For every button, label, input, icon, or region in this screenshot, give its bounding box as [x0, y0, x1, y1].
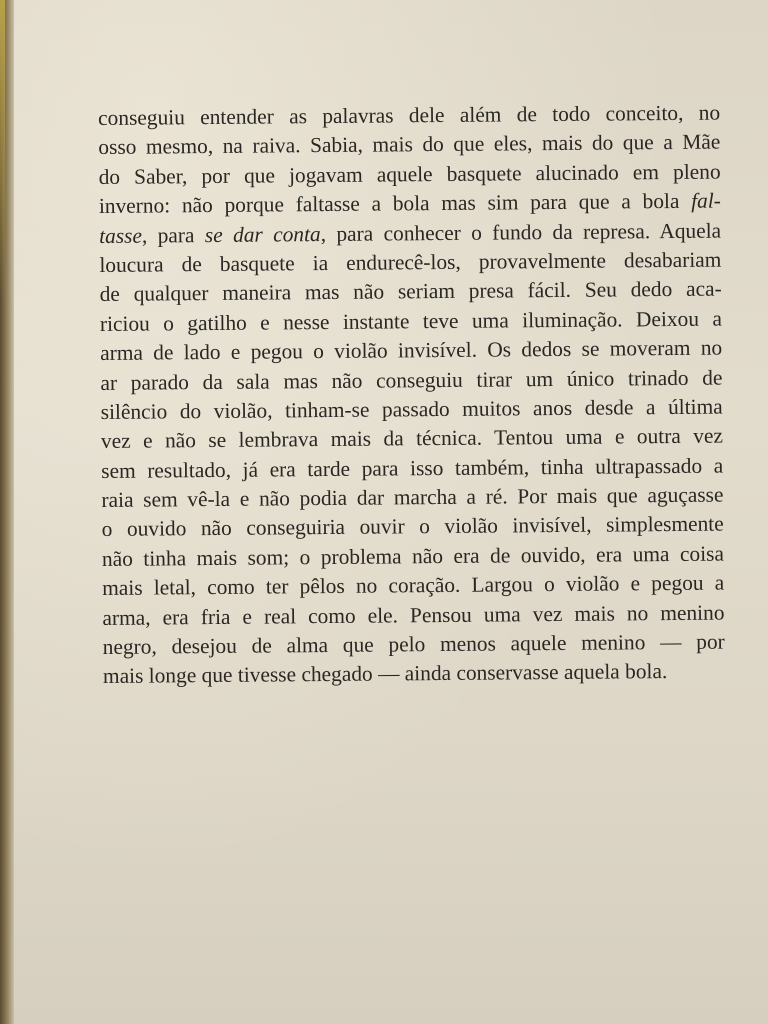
- text-line: mais longe que tivesse chegado — ainda conservasse aquela bola.: [102, 659, 668, 689]
- text-line: arma de lado e pegou o violão invisível. Os dedos se moveram no: [100, 335, 723, 366]
- text-line: osso mesmo, na raiva. Sabia, mais do que eles, mais do que a Mãe: [98, 129, 721, 160]
- text-line: silêncio do violão, tinham-se passado muitos anos desde a última: [100, 394, 723, 424]
- text-line: vez e não se lembrava mais da técnica. Tentou uma e outra vez: [100, 423, 724, 454]
- text-line: [99, 187, 721, 222]
- text-line: arma, era fria e real como ele. Pensou uma vez mais no menino: [102, 600, 725, 630]
- text-line: o ouvido não conseguiria ouvir o violão invisível, simplesmente: [101, 512, 724, 542]
- italic-text-run: fal-: [691, 188, 721, 213]
- text-run: inverno: não porque faltasse a bola mas sim para que a bola: [98, 188, 692, 219]
- text-line: não tinha mais som; o problema não era de ouvido, era uma coisa: [101, 541, 725, 571]
- text-line: riciou o gatilho e nesse instante teve uma iluminação. Deixou a: [99, 306, 722, 336]
- text-line: ar parado da sala mas não conseguiu tirar um único trinado de: [100, 365, 723, 395]
- text-line: conseguiu entender as palavras dele além de todo conceito, no: [98, 100, 721, 130]
- italic-text-run: tasse: [99, 223, 143, 248]
- text-run: , para conhecer o fundo da represa. Aquela: [320, 218, 722, 246]
- book-spine-edge: [0, 0, 14, 1024]
- text-line: de qualquer maneira mas não seriam presa fácil. Seu dedo aca-: [99, 276, 722, 307]
- text-line: loucura de basquete ia endurecê-los, provavelmente desabariam: [99, 247, 722, 277]
- text-line: mais letal, como ter pêlos no coração. Largou o violão e pegou a: [102, 570, 725, 601]
- text-run: , para: [141, 222, 205, 248]
- text-line: negro, desejou de alma que pelo menos aquele menino — por: [102, 629, 725, 660]
- text-line: sem resultado, já era tarde para isso também, tinha ultrapassado a: [101, 453, 724, 483]
- text-line: do Saber, por que jogavam aquele basquete alucinado em pleno: [98, 159, 721, 189]
- text-line: raia sem vê-la e não podia dar marcha a ré. Por mais que aguçasse: [101, 482, 724, 513]
- body-paragraph: [98, 99, 725, 692]
- italic-text-run: se dar conta: [204, 221, 321, 247]
